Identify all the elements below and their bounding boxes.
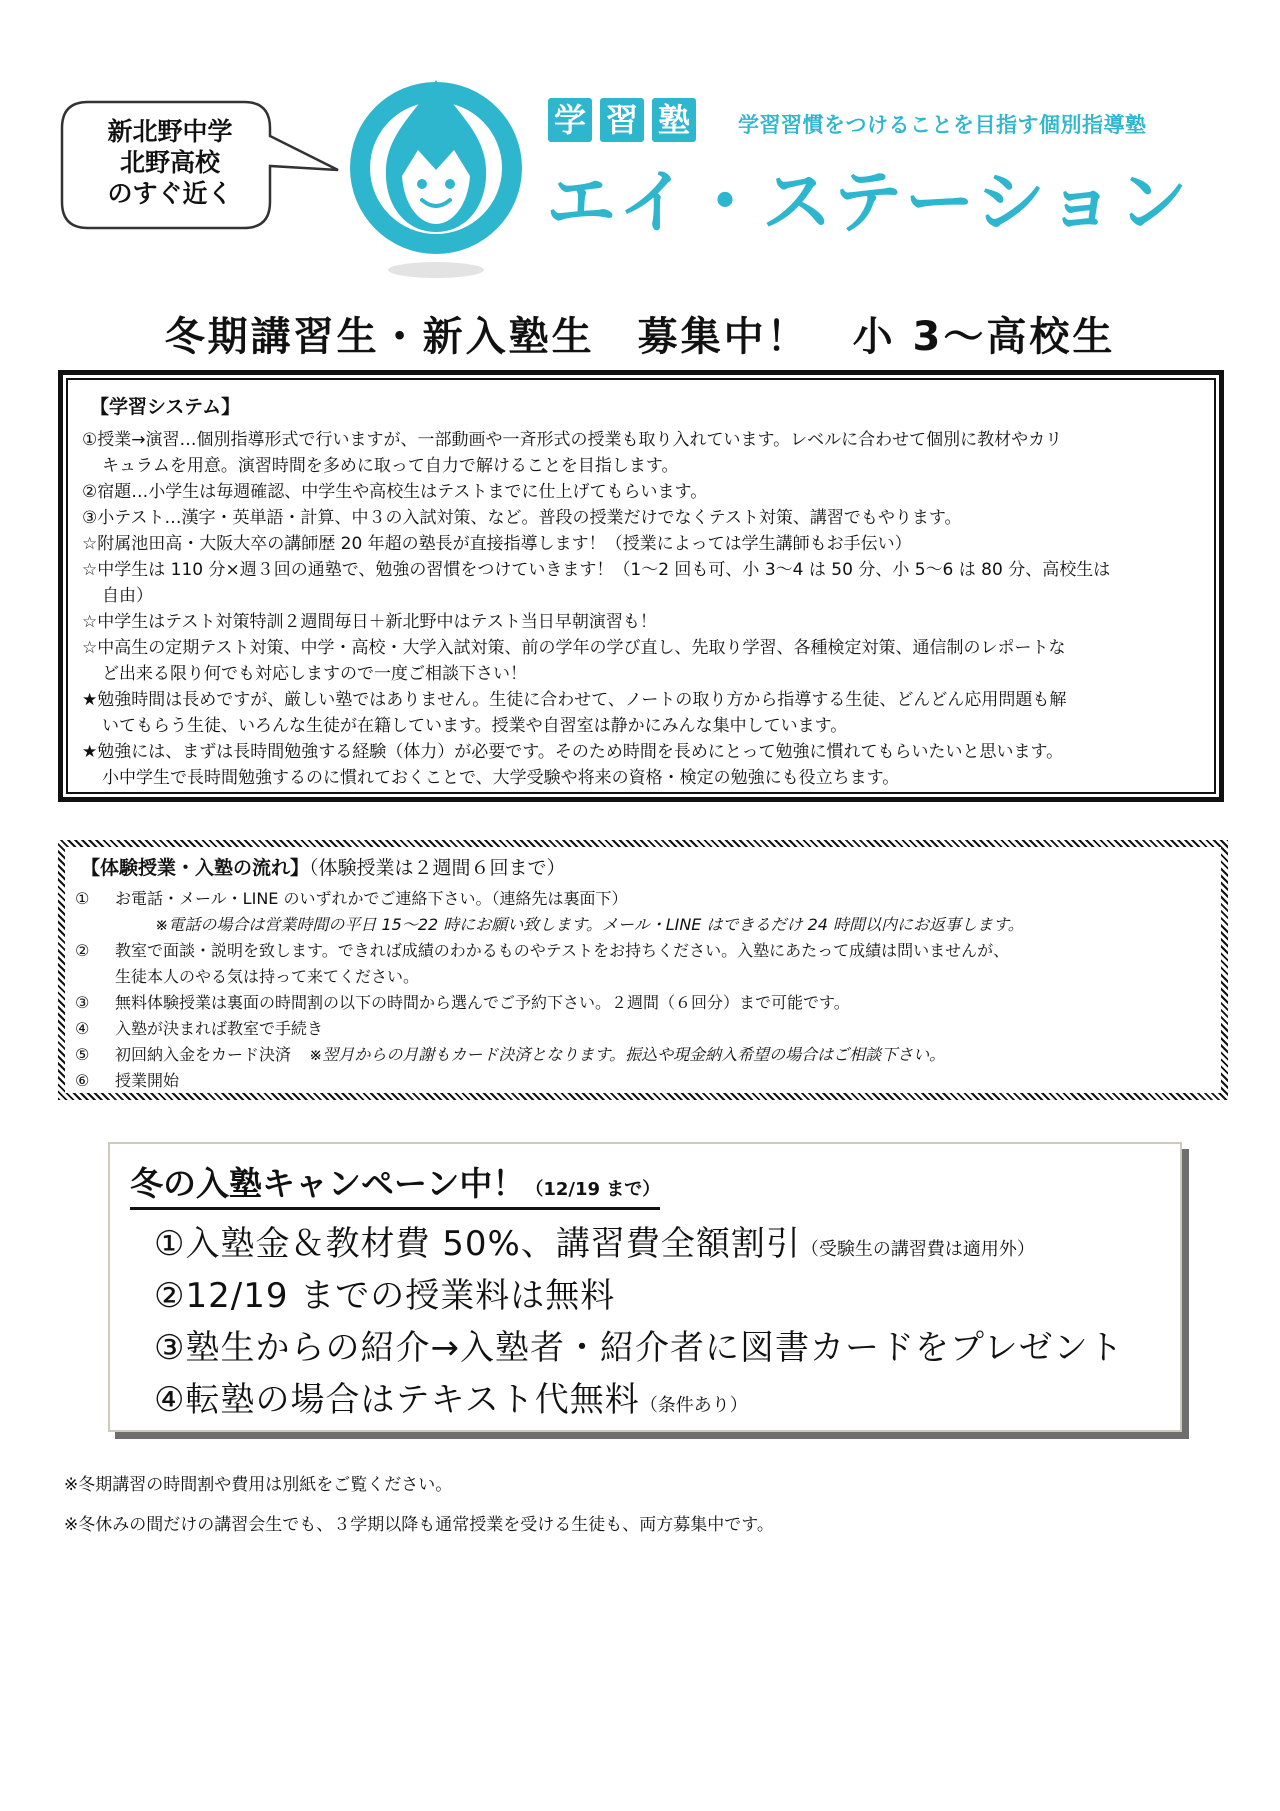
footnote: ※冬休みの間だけの講習会生でも、３学期以降も通常授業を受ける生徒も、両方募集中です。 — [64, 1515, 774, 1535]
campaign-deadline: （12/19 まで） — [525, 1179, 661, 1200]
learning-system-box — [58, 370, 1224, 802]
flow-step-text: 無料体験授業は裏面の時間割の以下の時間から選んでご予約下さい。２週間（６回分）まで可能です。 — [115, 993, 850, 1012]
brand-tagline: 学習習慣をつけることを目指す個別指導塾 — [738, 113, 1147, 137]
system-line: ①授業→演習…個別指導形式で行いますが、一部動画や一斉形式の授業も取り入れています。レベルに合わせて個別に教材やカリ — [82, 430, 1063, 450]
flow-step — [75, 1042, 1211, 1068]
footnote: ※冬期講習の時間割や費用は別紙をご覧ください。 — [64, 1475, 453, 1495]
brand-name: エイ・ステーション — [546, 161, 1190, 243]
system-line: 小中学生で長時間勉強するのに慣れておくことで、大学受験や将来の資格・検定の勉強にも役立ちます。 — [102, 768, 900, 788]
system-line: ★勉強には、まずは長時間勉強する経験（体力）が必要です。そのため時間を長めにとって勉強に慣れてもらいたいと思います。 — [82, 742, 1064, 762]
campaign-box — [108, 1142, 1182, 1432]
campaign-item — [154, 1320, 1124, 1369]
flow-step-number: ② — [75, 941, 90, 960]
campaign-item-text: ①入塾金＆教材費 50%、講習費全額割引 — [154, 1224, 801, 1264]
location-speech-bubble — [58, 96, 272, 232]
bubble-line: のすぐ近く — [107, 179, 233, 208]
flow-step-text: 教室で面談・説明を致します。できれば成績のわかるものやテストをお持ちください。入塾にあたって成績は問いませんが、 — [115, 941, 1010, 960]
campaign-item — [154, 1216, 1035, 1265]
flow-step-text: 生徒本人のやる気は持って来てください。 — [115, 967, 420, 986]
bubble-line: 新北野中学 — [107, 117, 233, 146]
flow-step-number: ④ — [75, 1019, 90, 1038]
system-line: ②宿題…小学生は毎週確認、中学生や高校生はテストまでに仕上げてもらいます。 — [82, 482, 708, 502]
flow-step — [75, 990, 1211, 1016]
campaign-item — [154, 1268, 615, 1317]
brand-kanji-tile: 塾 — [652, 98, 696, 142]
system-line: ★勉強時間は長めですが、厳しい塾ではありません。生徒に合わせて、ノートの取り方から指導する生徒、どんどん応用問題も解 — [82, 690, 1067, 710]
trial-flow-title — [81, 853, 1211, 880]
trial-flow-title-main: 【体験授業・入塾の流れ】 — [81, 857, 310, 879]
flow-step-text: 入塾が決まれば教室で手続き — [115, 1019, 324, 1038]
system-line: ど出来る限り何でも対応しますので一度ご相談下さい！ — [102, 664, 527, 684]
trial-flow-subtitle: （体験授業は２週間６回まで） — [309, 857, 566, 879]
flow-step — [75, 938, 1211, 964]
bubble-line: 北野高校 — [119, 148, 220, 177]
campaign-item-text: ③塾生からの紹介→入塾者・紹介者に図書カードをプレゼント — [154, 1328, 1124, 1368]
campaign-item-note: （受験生の講習費は適用外） — [800, 1239, 1035, 1260]
system-line: ☆附属池田高・大阪大卒の講師歴 20 年超の塾長が直接指導します！（授業によっては学生講師もお手伝い） — [82, 534, 912, 554]
flow-step-continuation — [75, 964, 1211, 990]
bubble-text — [70, 116, 270, 209]
flow-step-number: ① — [75, 889, 90, 908]
flow-step-text: ※電話の場合は営業時間の平日 15～22 時にお願い致します。メール・LINE はできるだけ 24 時間以内にお返事します。 — [155, 915, 1024, 934]
brand-kanji-tile: 習 — [600, 98, 644, 142]
campaign-item-text: ④転塾の場合はテキスト代無料 — [154, 1380, 640, 1420]
flow-step-text: お電話・メール・LINE のいずれかでご連絡下さい。（連絡先は裏面下） — [115, 889, 628, 908]
system-line: ③小テスト…漢字・英単語・計算、中３の入試対策、など。普段の授業だけでなくテスト対策、講習でもやります。 — [82, 508, 962, 528]
campaign-item-note: （条件あり） — [639, 1395, 748, 1416]
system-line: キュラムを用意。演習時間を多めに取って自力で解けることを目指します。 — [102, 456, 679, 476]
flow-step — [75, 1016, 1211, 1042]
flow-step-number: ③ — [75, 993, 90, 1012]
system-line: ☆中学生はテスト対策特訓２週間毎日＋新北野中はテスト当日早朝演習も！ — [82, 612, 657, 632]
flow-step-number: ⑤ — [75, 1045, 90, 1064]
brand-kanji-tiles — [548, 98, 696, 142]
system-line: ☆中高生の定期テスト対策、中学・高校・大学入試対策、前の学年の学び直し、先取り学習、各種検定対策、通信制のレポートな — [82, 638, 1066, 658]
mascot-logo-icon — [340, 72, 532, 282]
flow-step-text: 授業開始 — [115, 1071, 180, 1090]
campaign-title-main: 冬の入塾キャンペーン中！ — [130, 1164, 526, 1203]
learning-system-title: 【学習システム】 — [90, 396, 241, 418]
campaign-item — [154, 1372, 748, 1421]
system-line: いてもらう生徒、いろんな生徒が在籍しています。授業や自習室は静かにみんな集中しています。 — [102, 716, 848, 736]
flow-step-note: ※翌月からの月謝もカード決済となります。振込や現金納入希望の場合はご相談下さい。 — [309, 1045, 946, 1064]
campaign-title — [130, 1158, 660, 1210]
flow-step-text: 初回納入金をカード決済 — [115, 1045, 292, 1064]
flow-step — [75, 1068, 1211, 1094]
system-line: ☆中学生は 110 分×週３回の通塾で、勉強の習慣をつけていきます！（1～2 回も可、小 3～4 は 50 分、小 5～6 は 80 分、高校生は — [82, 560, 1111, 580]
flow-step — [75, 886, 1211, 912]
trial-flow-box — [58, 840, 1228, 1100]
flow-step-note — [75, 912, 1211, 938]
campaign-item-text: ②12/19 までの授業料は無料 — [154, 1276, 616, 1316]
system-line: 自由） — [102, 586, 153, 606]
flow-step-number: ⑥ — [75, 1071, 90, 1090]
page-headline: 冬期講習生・新入塾生 募集中！ 小 3～高校生 — [164, 314, 1116, 360]
brand-kanji-tile: 学 — [548, 98, 592, 142]
